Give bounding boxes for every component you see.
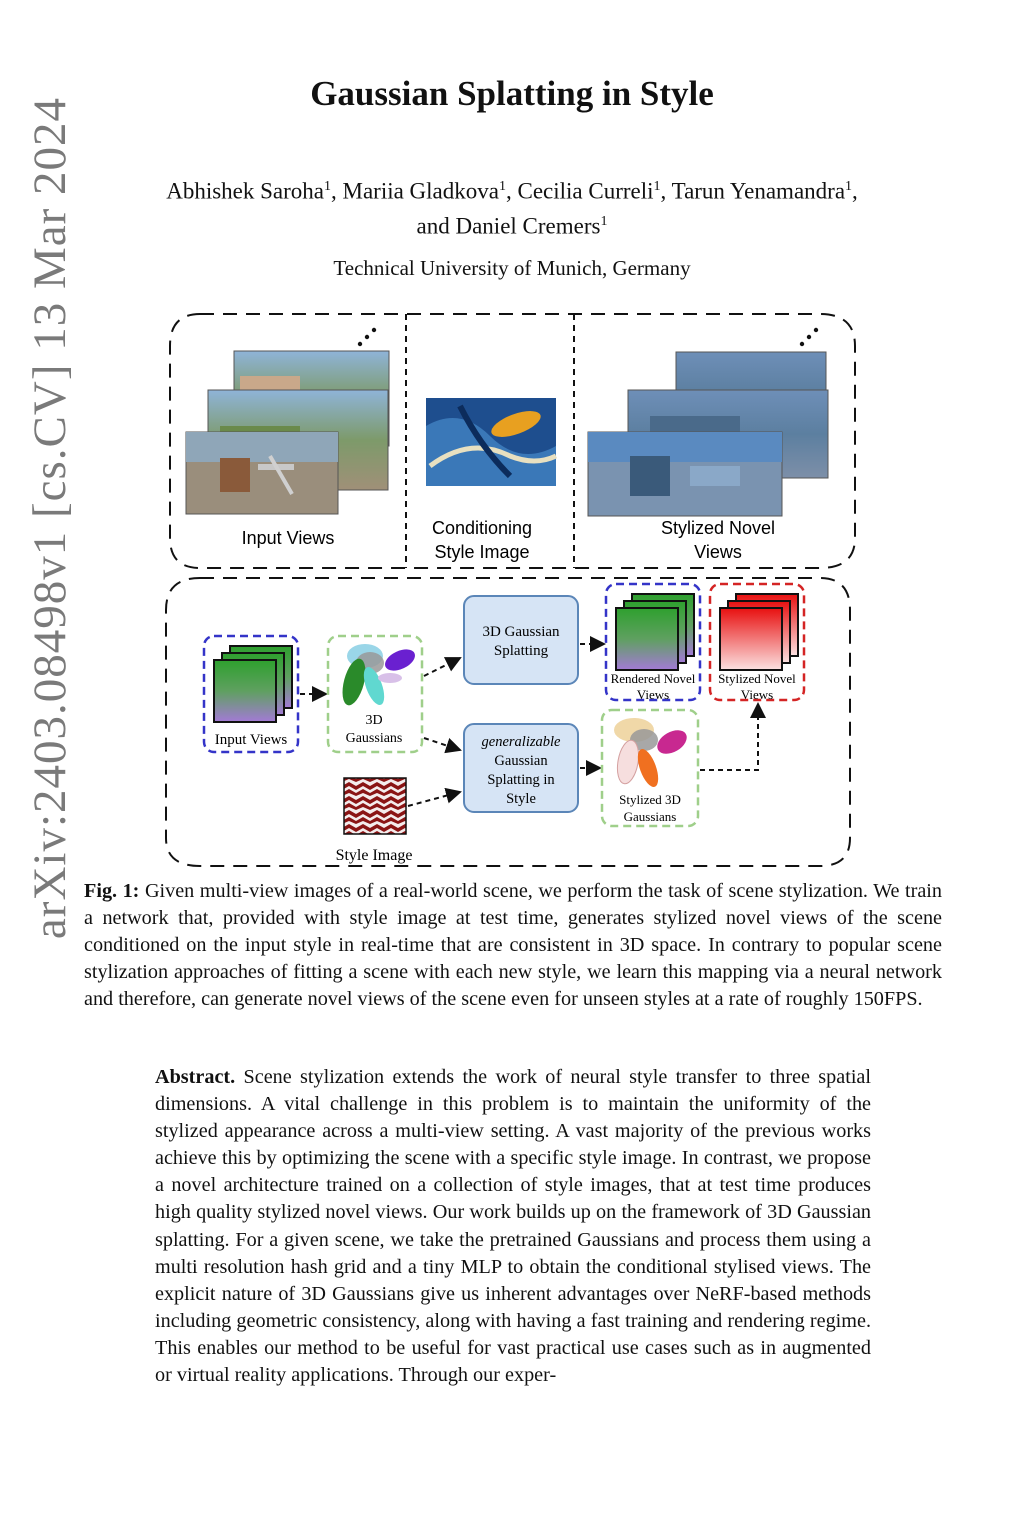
- rendered-views-stack: [616, 594, 694, 670]
- figure-1-diagram: [160, 306, 860, 876]
- ellipsis-icon: [800, 328, 818, 346]
- style-image-caption: Style Image: [335, 847, 413, 864]
- arrow: [424, 738, 460, 750]
- splatting-label-1: 3D Gaussian: [482, 624, 560, 640]
- ellipsis-icon: [358, 328, 376, 346]
- affiliation: Technical University of Munich, Germany: [333, 256, 691, 280]
- gaussians-label: Gaussians: [345, 731, 403, 746]
- stylized-novel-caption: Stylized Novel: [718, 671, 796, 686]
- gaussian-label: Gaussian: [494, 753, 548, 769]
- style-image-label: Style Image: [434, 542, 530, 562]
- affiliation-mark: 1: [600, 213, 608, 229]
- abstract: [155, 1064, 871, 1389]
- stylized-view-photos: [588, 352, 828, 516]
- abstract-text: Scene stylization extends the work of neural style transfer to three spatial dimensions. A vital challenge in this problem is to maintain the uniformity of the stylized appearance across a multi-view setting. A vast majority of the previous works achieve this by optimizing the scene with a specific style image. In contrast, we propose a novel architecture trained on a collection of style images, that at test time produces high quality stylized novel views. Our work builds up on the framework of 3D Gaussian splatting. For a given scene, we take the pretrained Gaussians and process them using a multi resolution hash grid and a tiny MLP to obtain the conditional stylised views. The explicit nature of 3D Gaussians give us inherent advantages over NeRF-based methods including geometric consistency, along with having a fast training and rendering regime. This enables our method to be useful for vast practical use cases such as in augmented or virtual reality applications. Through our exper-: [155, 1066, 871, 1387]
- affiliation-mark: 1: [653, 179, 661, 194]
- author-name: Cecilia Curreli: [517, 178, 654, 204]
- splatting-label-2: Splatting: [493, 643, 549, 659]
- arrow: [408, 792, 460, 806]
- conditioning-style-image: [426, 398, 556, 486]
- conditioning-label: Conditioning: [431, 518, 533, 538]
- generalizable-label: generalizable: [481, 734, 561, 750]
- style-image-swatch: [344, 778, 406, 834]
- splatting-box: [464, 596, 578, 684]
- stylized-gaussians-blobs: [614, 718, 691, 790]
- author-line-1: Abhishek Saroha$^1$, Mariia Gladkova$^1$, Cecilia Curreli$^1$, Tarun Yenamandra$^1$,: [166, 178, 858, 204]
- author-name: Daniel Cremers: [455, 213, 601, 239]
- views-label: Views: [694, 542, 742, 562]
- figure-caption-text: Given multi-view images of a real-world scene, we perform the task of scene stylization. We train a network that, provided with style image at test time, generates stylized novel views of the scene conditioned on the input style in real-time that are consistent in 3D space. In contrary to popular scene stylization approaches of fitting a scene with each new style, we learn this mapping via a neural network and therefore, can generate novel views of the scene even for unseen styles at a rate of roughly 150FPS.: [84, 880, 943, 1010]
- style-label: Style: [506, 791, 536, 807]
- figure-caption: [84, 878, 942, 1013]
- author-list: [80, 172, 944, 241]
- author-line-2: and Daniel Cremers$^1$: [416, 213, 608, 239]
- arxiv-identifier: arXiv:2403.08498v1 [cs.CV] 13 Mar 2024: [24, 96, 76, 940]
- author-name: Mariia Gladkova: [342, 178, 499, 204]
- rendered-novel-label: Rendered Novel: [610, 671, 696, 686]
- arrow: [424, 658, 460, 676]
- stylized-novel-label: Stylized Novel: [660, 518, 776, 538]
- affiliation-mark: 1: [845, 179, 853, 194]
- affiliation-mark: 1: [324, 179, 331, 194]
- gaussians-blobs: [338, 644, 418, 708]
- stylized-views-stack: [720, 594, 798, 670]
- arrow: [700, 704, 758, 770]
- stylized-3d-label: Stylized 3D: [619, 792, 681, 807]
- figure-caption-label: Fig. 1:: [84, 880, 140, 902]
- rendered-views-label: Views: [636, 687, 670, 702]
- input-view-photos: [186, 351, 389, 514]
- stylized-gaussians-label: Gaussians: [623, 809, 677, 824]
- input-views-caption: Input Views: [214, 732, 288, 748]
- input-views-stack: [214, 646, 292, 722]
- figure-1: [160, 306, 860, 876]
- input-views-label: Input Views: [241, 528, 335, 548]
- stylized-views-caption: Views: [740, 687, 774, 702]
- gaussians-3d-label: 3D: [365, 713, 383, 728]
- author-name: Abhishek Saroha: [166, 178, 324, 204]
- paper-title: Gaussian Splatting in Style: [310, 74, 714, 113]
- abstract-label: Abstract.: [155, 1066, 236, 1088]
- author-name: Tarun Yenamandra: [671, 178, 846, 204]
- splatting-in-label: Splatting in: [487, 772, 555, 788]
- affiliation-mark: 1: [498, 179, 506, 194]
